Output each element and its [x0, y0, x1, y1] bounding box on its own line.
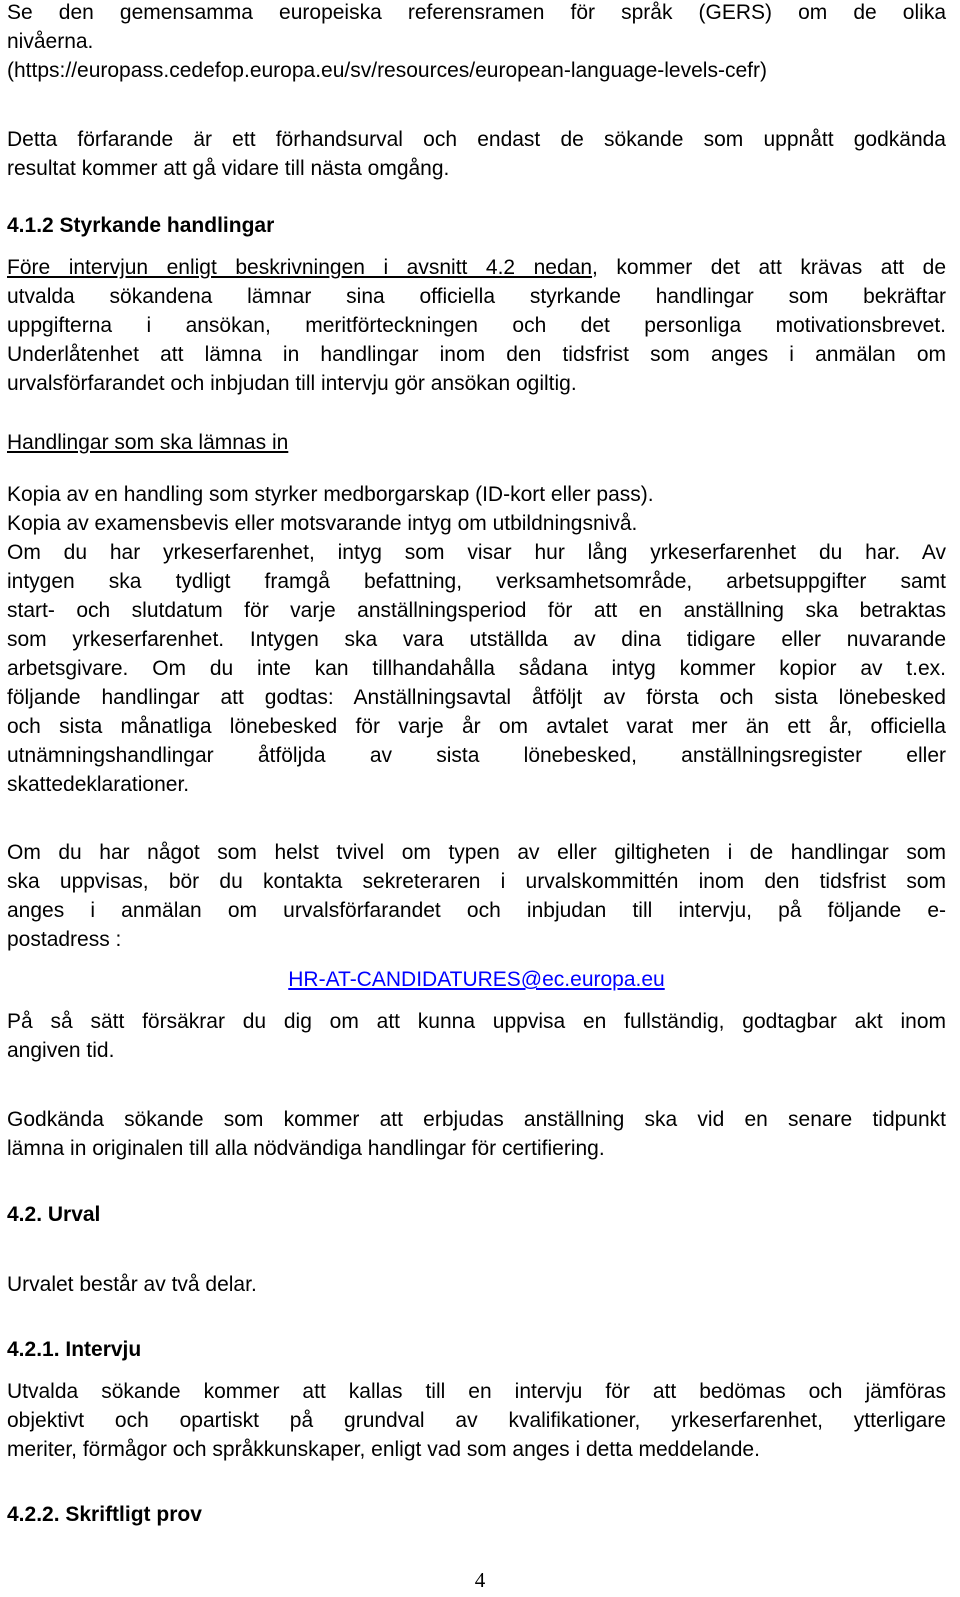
experience-line-7: och sista månatliga lönebesked för varje år om avtalet varat mer än ett år, officiella — [7, 715, 946, 738]
preselection-line-2: resultat kommer att gå vidare till nästa omgång. — [7, 157, 450, 180]
supporting-line-3: uppgifterna i ansökan, meritförteckningen och det personliga motivationsbrevet. — [7, 314, 946, 337]
experience-line-1: Om du har yrkeserfarenhet, intyg som visar hur lång yrkeserfarenhet du har. Av — [7, 541, 946, 564]
preselection-paragraph — [7, 125, 946, 183]
supporting-line-2: utvalda sökandena lämnar sina officiella styrkande handlingar som bekräftar — [7, 285, 946, 308]
preselection-line-1: Detta förfarande är ett förhandsurval och endast de sökande som uppnått godkända — [7, 128, 946, 151]
supporting-line-5: urvalsförfarandet och inbjudan till intervju gör ansökan ogiltig. — [7, 372, 577, 395]
doubts-line-1: Om du har något som helst tvivel om typen av eller giltigheten i de handlingar som — [7, 841, 946, 864]
assurance-paragraph — [7, 1007, 946, 1065]
approved-line-1: Godkända sökande som kommer att erbjudas anställning ska vid en senare tidpunkt — [7, 1108, 946, 1131]
documents-heading: Handlingar som ska lämnas in — [7, 431, 289, 454]
selection-intro-text: Urvalet består av två delar. — [7, 1273, 257, 1296]
approved-paragraph — [7, 1105, 946, 1163]
intro-line-1: Se den gemensamma europeiska referensramen för språk (GERS) om de olika — [7, 1, 946, 24]
intro-url-line: (https://europass.cedefop.europa.eu/sv/resources/european-language-levels-cefr) — [7, 59, 767, 82]
page-number: 4 — [474, 1568, 486, 1592]
contact-email-link[interactable]: HR-AT-CANDIDATURES@ec.europa.eu — [288, 968, 665, 991]
experience-line-2: intygen ska tydligt framgå befattning, verksamhetsområde, arbetsuppgifter samt — [7, 570, 946, 593]
experience-line-4: som yrkeserfarenhet. Intygen ska vara utställda av dina tidigare eller nuvarande — [7, 628, 946, 651]
supporting-line-1 — [7, 253, 946, 282]
section-reference-text: Före intervjun enligt beskrivningen i avsnitt 4.2 nedan — [7, 256, 593, 279]
interview-paragraph — [7, 1377, 946, 1464]
supporting-documents-paragraph — [7, 253, 946, 398]
doubts-line-3: anges i anmälan om urvalsförfarandet och inbjudan till intervju, på följande e- — [7, 899, 946, 922]
section-heading-4-2: 4.2. Urval — [7, 1203, 101, 1226]
interview-line-2: objektivt och opartiskt på grundval av kvalifikationer, yrkeserfarenhet, ytterligare — [7, 1409, 946, 1432]
doubts-line-4: postadress : — [7, 928, 122, 951]
experience-line-3: start- och slutdatum för varje anställningsperiod för att en anställning ska betraktas — [7, 599, 946, 622]
intro-line-2: nivåerna. — [7, 30, 94, 53]
approved-line-2: lämna in originalen till alla nödvändiga handlingar för certifiering. — [7, 1137, 605, 1160]
section-heading-4-2-1: 4.2.1. Intervju — [7, 1338, 142, 1361]
document-item-id: Kopia av en handling som styrker medborgarskap (ID-kort eller pass). — [7, 483, 654, 506]
document-item-diploma: Kopia av examensbevis eller motsvarande intyg om utbildningsnivå. — [7, 512, 638, 535]
supporting-line-4: Underlåtenhet att lämna in handlingar inom den tidsfrist som anges i anmälan om — [7, 343, 946, 366]
doubts-line-2: ska uppvisas, bör du kontakta sekreteraren i urvalskommittén inom den tidsfrist som — [7, 870, 946, 893]
assurance-line-1: På så sätt försäkrar du dig om att kunna uppvisa en fullständig, godtagbar akt inom — [7, 1010, 946, 1033]
assurance-line-2: angiven tid. — [7, 1039, 115, 1062]
experience-line-5: arbetsgivare. Om du inte kan tillhandahålla sådana intyg kommer kopior av t.ex. — [7, 657, 946, 680]
supporting-line-1-rest: , kommer det att krävas att de — [592, 256, 947, 279]
section-heading-4-1-2: 4.1.2 Styrkande handlingar — [7, 214, 275, 237]
experience-line-6: följande handlingar att godtas: Anställningsavtal åtföljt av första och sista lönebesked — [7, 686, 946, 709]
experience-line-9: skattedeklarationer. — [7, 773, 190, 796]
doubts-paragraph — [7, 838, 946, 954]
interview-line-3: meriter, förmågor och språkkunskaper, enligt vad som anges i detta meddelande. — [7, 1438, 760, 1461]
documents-list — [7, 480, 946, 799]
interview-line-1: Utvalda sökande kommer att kallas till en intervju för att bedömas och jämföras — [7, 1380, 946, 1403]
email-line — [7, 965, 946, 994]
section-heading-4-2-2: 4.2.2. Skriftligt prov — [7, 1503, 202, 1526]
experience-line-8: utnämningshandlingar åtföljda av sista lönebesked, anställningsregister eller — [7, 744, 946, 767]
intro-paragraph — [7, 0, 946, 85]
